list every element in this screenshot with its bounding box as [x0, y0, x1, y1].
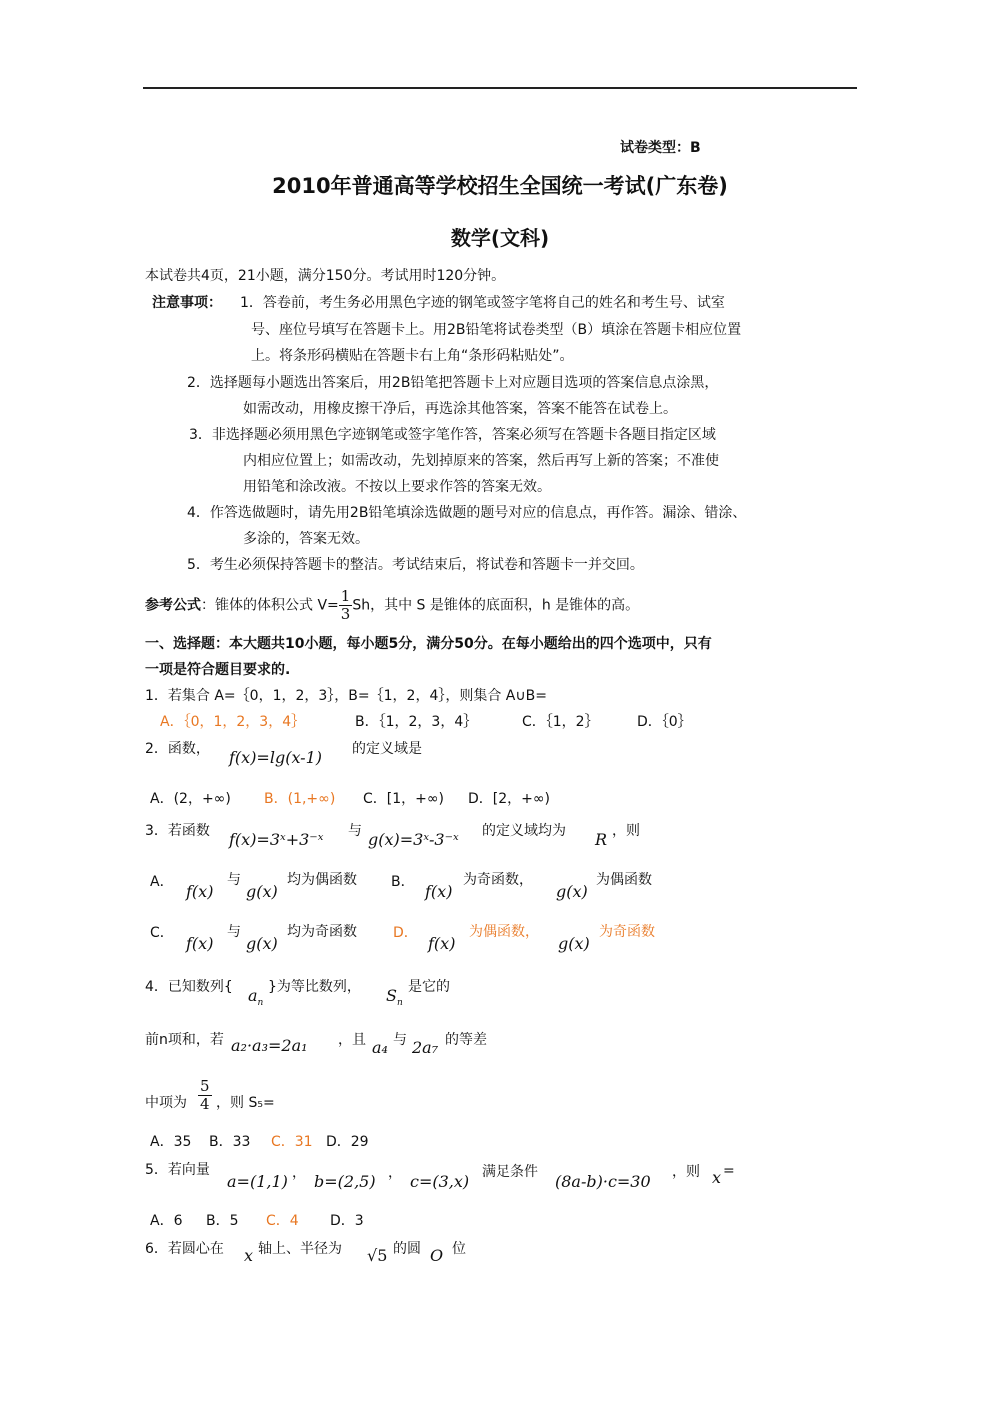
q3-option-a-text: 均为偶函数: [287, 872, 357, 888]
q3-option-c-label: C．: [150, 925, 174, 941]
q5-vector-b: b=(2,5): [314, 1172, 376, 1191]
note-1-line-3: 上。将条形码横贴在答题卡右上角“条形码粘贴处”。: [251, 348, 574, 364]
q4-option-a: A．35: [150, 1134, 192, 1150]
q2-option-d: D．[2，+∞): [468, 791, 551, 807]
note-5-line-1: 5．考生必须保持答题卡的整洁。考试结束后，将试卷和答题卡一并交回。: [187, 557, 644, 573]
note-3-line-1: 3．非选择题必须用黑色字迹钢笔或签字笔作答，答案必须写在答题卡各题目指定区域: [189, 427, 716, 443]
section-1-heading-line-1: 一、选择题：本大题共10小题，每小题5分，满分50分。在每小题给出的四个选项中，只有: [145, 636, 712, 652]
q4-s-n: $S_n$: [386, 986, 403, 1009]
note-1-line-2: 号、座位号填写在答题卡上。用2B铅笔将试卷类型（B）填涂在答题卡相应位置: [251, 322, 742, 338]
note-4-line-2: 多涂的，答案无效。: [243, 531, 369, 547]
q6-radius-sqrt5: √5: [367, 1246, 388, 1265]
q3-domain-r: R: [595, 830, 608, 849]
q3-option-c-text: 均为奇函数: [287, 924, 357, 940]
note-1-line-1: 1．答卷前，考生务必用黑色字迹的钢笔或签字笔将自己的姓名和考生号、试室: [240, 295, 725, 311]
q5-vector-a: a=(1,1): [227, 1172, 288, 1191]
q2-option-c: C．[1，+∞): [363, 791, 444, 807]
q1-option-c: C．｛1，2｝: [522, 714, 599, 730]
q4-option-c: C．31: [271, 1134, 313, 1150]
q2-function-expression: f(x)=lg(x-1): [229, 748, 323, 767]
q2-option-b: B．(1,+∞): [264, 791, 336, 807]
q3-f-expression: f(x)=3ˣ+3⁻ˣ: [229, 830, 324, 849]
note-2-line-1: 2．选择题每小题选出答案后，用2B铅笔把答题卡上对应题目选项的答案信息点涂黑，: [187, 375, 719, 391]
q3-option-a-label: A．: [150, 874, 174, 890]
q6-stem-a: 6．若圆心在: [145, 1241, 224, 1257]
note-3-line-3: 用铅笔和涂改液。不按以上要求作答的答案无效。: [243, 479, 551, 495]
top-rule: [143, 87, 857, 89]
q1-option-a: A．｛0，1，2，3，4｝: [160, 714, 306, 730]
formula-line: 参考公式：锥体的体积公式 V= $\frac{1}{3}$ Sh，其中 S 是锥体的底面积，h 是锥体的高。: [145, 587, 640, 623]
q5-option-b: B．5: [206, 1213, 239, 1229]
q4-product-expression: a₂·a₃=2a₁: [231, 1036, 308, 1055]
q3-g-expression: g(x)=3ˣ-3⁻ˣ: [368, 830, 459, 849]
section-1-heading-line-2: 一项是符合题目要求的.: [145, 662, 291, 678]
q3-stem-a: 3．若函数: [145, 823, 210, 839]
subject-title: 数学(文科): [450, 226, 550, 250]
q2-stem-a: 2．函数，: [145, 741, 210, 757]
q4-line-3-a: 中项为: [145, 1095, 187, 1111]
intro-text: 本试卷共4页，21小题，满分150分。考试用时120分钟。: [145, 268, 506, 284]
q3-option-b-label: B．: [391, 874, 415, 890]
q4-line-1-a: 4．已知数列{: [145, 979, 233, 995]
note-3-line-2: 内相应位置上；如需改动，先划掉原来的答案，然后再写上新的答案；不准使: [243, 453, 719, 469]
q4-a-n: $a_n$: [248, 986, 264, 1009]
one-third-fraction: $\frac{1}{3}$: [340, 587, 351, 623]
q1-stem: 1．若集合 A=｛0，1，2，3｝，B=｛1，2，4｝，则集合 A∪B=: [145, 688, 547, 704]
q5-option-c: C．4: [266, 1213, 299, 1229]
q5-option-d: D．3: [330, 1213, 364, 1229]
note-4-line-1: 4．作答选做题时，请先用2B铅笔填涂选做题的题号对应的信息点，再作答。漏涂、错涂、: [187, 505, 747, 521]
q3-option-d-label: D．: [393, 925, 418, 941]
exam-title: 2010年普通高等学校招生全国统一考试(广东卷): [272, 174, 728, 198]
q2-option-a: A．(2，+∞): [150, 791, 231, 807]
exam-type: 试卷类型：B: [620, 140, 701, 156]
note-2-line-2: 如需改动，用橡皮擦干净后，再选涂其他答案，答案不能答在试卷上。: [243, 401, 677, 417]
q5-vector-c: c=(3,x): [410, 1172, 470, 1191]
q4-option-d: D．29: [326, 1134, 369, 1150]
five-fourths-fraction: $\frac{5}{4}$: [200, 1077, 210, 1113]
q5-condition: (8a-b)·c=30: [555, 1172, 651, 1191]
notes-label: 注意事项：: [152, 295, 222, 311]
q4-option-b: B．33: [209, 1134, 251, 1150]
q1-option-b: B．｛1，2，3，4｝: [355, 714, 478, 730]
q2-stem-b: 的定义域是: [352, 741, 422, 757]
formula-label: 参考公式: [145, 597, 201, 614]
q5-option-a: A．6: [150, 1213, 183, 1229]
q6-circle-o: O: [430, 1246, 444, 1265]
q4-line-2-a: 前n项和，若: [145, 1032, 224, 1048]
q5-stem-a: 5．若向量: [145, 1162, 210, 1178]
q1-option-d: D．｛0｝: [637, 714, 692, 730]
